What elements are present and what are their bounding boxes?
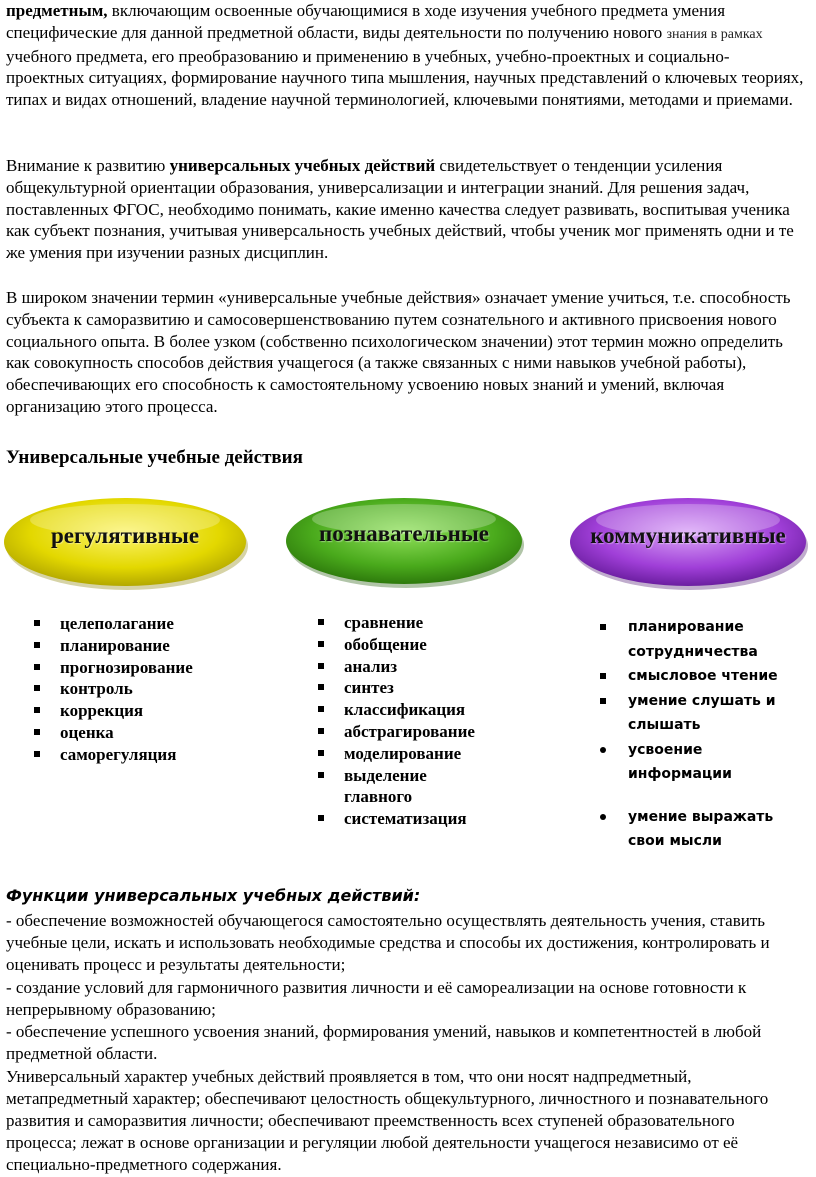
square-bullet-icon bbox=[318, 772, 324, 778]
square-bullet-icon bbox=[34, 664, 40, 670]
square-bullet-icon bbox=[34, 751, 40, 757]
intro-paragraph bbox=[6, 0, 806, 111]
square-bullet-icon bbox=[34, 707, 40, 713]
definition-paragraph: В широком значении термин «универсальные учебные действия» означает умение учиться, т.е. способность субъекта к саморазвитию и самосовершенствованию путем сознательного и активного присвоения нового социального опыта. В более узком (собственно психологическом значении) этот термин можно определить как совокупность способов действия учащегося (а также связанных с ними навыков учебной работы), обеспечивающих его способность к самостоятельному усвоению новых знаний и умений, включая организацию этого процесса. bbox=[6, 288, 791, 416]
square-bullet-icon bbox=[600, 624, 606, 630]
square-bullet-icon bbox=[318, 619, 324, 625]
functions-closing: Универсальный характер учебных действий проявляется в том, что они носят надпредметный, метапредметный характер; обеспечивают целостность общекультурного, личностного и познавательного развития и саморазвития личности; обеспечивают преемственность всех ступеней образовательного процесса; лежат в основе организации и регуляции любой деятельности учащегося независимо от её специально-предметного содержания. bbox=[6, 1067, 769, 1174]
intro-text-b: учебного предмета, его преобразованию и применению в учебных, учебно-проектных и социально-проектных ситуациях, формирование научного типа мышления, научных представлений о ключевых теориях, типах и видах отношений, владение научной терминологией, ключевыми понятиями, методами и приемами. bbox=[6, 46, 804, 110]
list-item: анализ bbox=[316, 656, 556, 678]
list-item: контроль bbox=[32, 678, 282, 700]
list-item: классификация bbox=[316, 699, 556, 721]
square-bullet-icon bbox=[600, 698, 606, 704]
list-item: смысловое чтение bbox=[598, 664, 798, 689]
list-item: усвоение информации bbox=[598, 738, 758, 787]
square-bullet-icon bbox=[318, 728, 324, 734]
list-item: синтез bbox=[316, 677, 556, 699]
ud-text-b: свидетельствует о тенденции усиления общекультурной ориентации образования, универсализации и интеграции знаний. Для решения задач, поставленных ФГОС, необходимо понимать, какие именно качества следует развивать, воспитывая ученика как субъект познания, учитывая универсальность учебных действий, чтобы ученик мог применять одни и те же умения при изучении разных дисциплин. bbox=[6, 156, 794, 263]
square-bullet-icon bbox=[318, 750, 324, 756]
list-item: систематизация bbox=[316, 808, 556, 830]
functions-item-3: - обеспечение успешного усвоения знаний, формирования умений, навыков и компетентностей в любой предметной области. bbox=[6, 1022, 762, 1063]
list-item: прогнозирование bbox=[32, 657, 282, 679]
ud-text-a: Внимание к развитию bbox=[6, 156, 170, 175]
square-bullet-icon bbox=[318, 684, 324, 690]
section-heading: Универсальные учебные действия bbox=[6, 447, 303, 468]
oval-label-cognitive: познавательные bbox=[318, 521, 490, 546]
list-item: оценка bbox=[32, 722, 282, 744]
cognitive-list bbox=[316, 612, 556, 830]
ud-paragraph bbox=[6, 155, 806, 264]
dot-bullet-icon bbox=[600, 814, 606, 820]
square-bullet-icon bbox=[318, 663, 324, 669]
ud-bold: универсальных учебных действий bbox=[169, 156, 436, 175]
square-bullet-icon bbox=[34, 729, 40, 735]
list-item: планирование bbox=[32, 635, 282, 657]
square-bullet-icon bbox=[34, 642, 40, 648]
list-item: саморегуляция bbox=[32, 744, 282, 766]
list-item: целеполагание bbox=[32, 613, 282, 635]
functions-item-1: - обеспечение возможностей обучающегося самостоятельно осуществлять деятельность учения, ставить учебные цели, искать и использовать необходимые средства и способы их достижения, контролировать и оценивать процесс и результаты деятельности; bbox=[6, 911, 770, 974]
intro-small-words: знания в рамках bbox=[666, 26, 763, 42]
square-bullet-icon bbox=[318, 706, 324, 712]
oval-label-communicative: коммуникативные bbox=[590, 523, 786, 548]
list-item: моделирование bbox=[316, 743, 556, 765]
intro-text-a: включающим освоенные обучающимися в ходе изучения учебного предмета умения специфические для данной предметной области, виды деятельности по получению нового bbox=[6, 1, 726, 42]
square-bullet-icon bbox=[318, 815, 324, 821]
square-bullet-icon bbox=[600, 673, 606, 679]
square-bullet-icon bbox=[34, 685, 40, 691]
list-item: абстрагирование bbox=[316, 721, 556, 743]
functions-item-2: - создание условий для гармоничного развития личности и её самореализации на основе готовности к непрерывному образованию; bbox=[6, 978, 747, 1019]
intro-bold-start: предметным, bbox=[6, 1, 108, 20]
communicative-list bbox=[598, 615, 798, 854]
list-item: умение выражать свои мысли bbox=[598, 805, 798, 854]
square-bullet-icon bbox=[318, 641, 324, 647]
list-item: выделение главного bbox=[316, 765, 464, 809]
list-item: обобщение bbox=[316, 634, 556, 656]
dot-bullet-icon bbox=[600, 747, 606, 753]
list-item: сравнение bbox=[316, 612, 556, 634]
list-item: планирование сотрудничества bbox=[598, 615, 768, 664]
list-item: коррекция bbox=[32, 700, 282, 722]
square-bullet-icon bbox=[34, 620, 40, 626]
regulative-list bbox=[32, 613, 282, 766]
functions-title: Функции универсальных учебных действий: bbox=[6, 886, 421, 905]
oval-label-regulative: регулятивные bbox=[50, 523, 200, 548]
list-item: умение слушать и слышать bbox=[598, 689, 778, 738]
